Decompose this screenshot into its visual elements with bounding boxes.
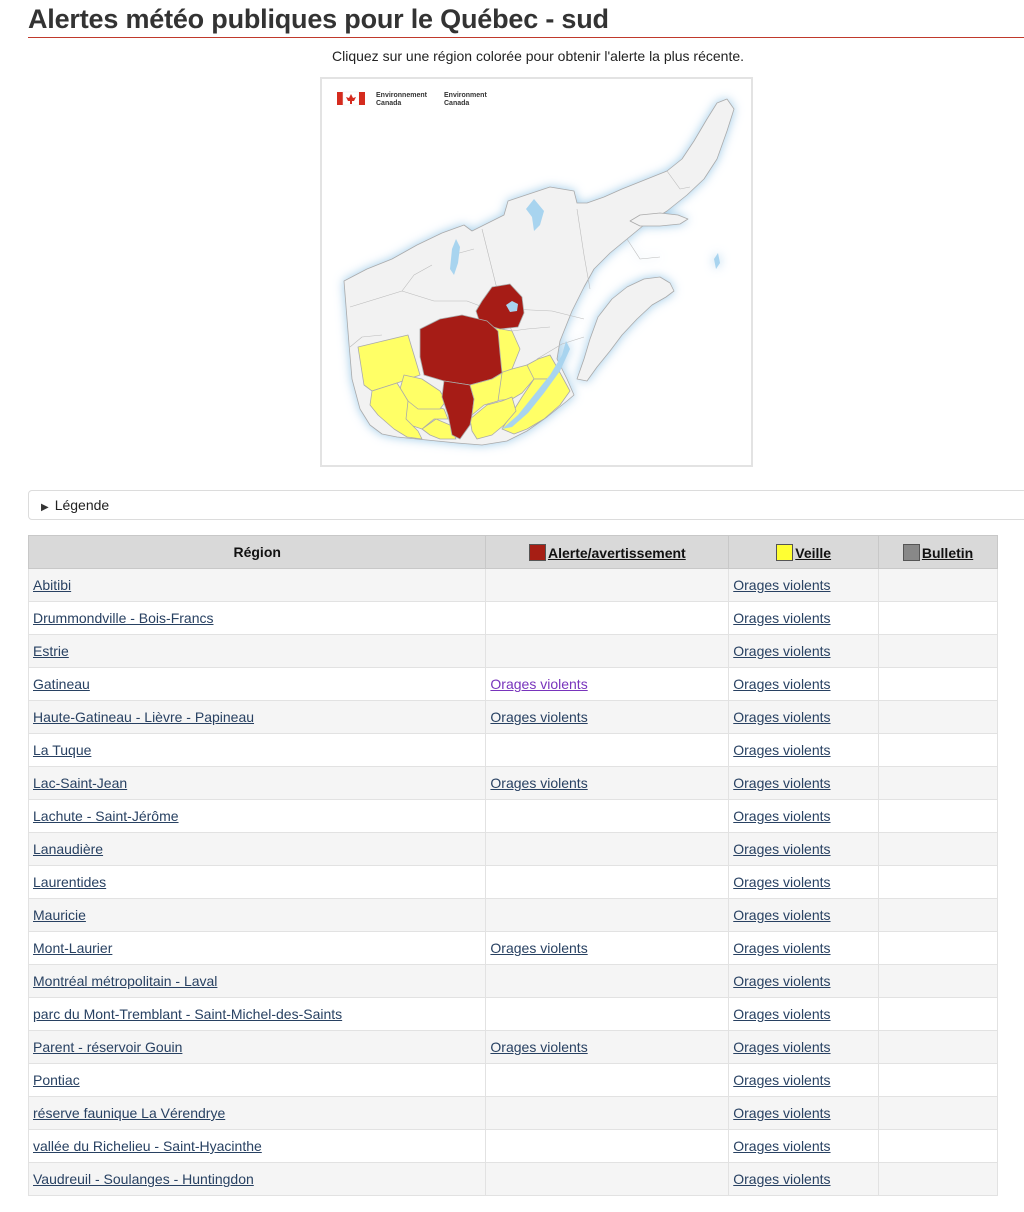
- table-row: [29, 965, 998, 998]
- warning-link[interactable]: Orages violents: [490, 940, 588, 956]
- table-row: [29, 569, 998, 602]
- logo-text-en-1: Environment: [444, 92, 487, 99]
- table-header-row: [29, 536, 998, 569]
- page-title: Alertes météo publiques pour le Québec - sud: [28, 4, 1024, 38]
- logo-text-en-2: Canada: [444, 100, 470, 107]
- region-cell: [29, 635, 486, 668]
- bulletin-cell: [879, 734, 998, 767]
- bulletin-cell: [879, 701, 998, 734]
- watch-cell: [729, 1031, 879, 1064]
- region-cell: [29, 800, 486, 833]
- warning-link[interactable]: Orages violents: [490, 709, 588, 725]
- watch-cell: [729, 965, 879, 998]
- map-lake-magog: [714, 253, 720, 269]
- region-link[interactable]: Vaudreuil - Soulanges - Huntingdon: [33, 1171, 254, 1187]
- watch-cell: [729, 833, 879, 866]
- table-row: [29, 899, 998, 932]
- watch-link[interactable]: Orages violents: [733, 907, 831, 923]
- bulletin-swatch: [903, 544, 920, 561]
- environment-canada-logo: [337, 92, 487, 107]
- watch-link[interactable]: Orages violents: [733, 1072, 831, 1088]
- watch-cell: [729, 1064, 879, 1097]
- region-cell: [29, 767, 486, 800]
- warning-cell: [486, 701, 729, 734]
- bulletin-cell: [879, 800, 998, 833]
- region-link[interactable]: Abitibi: [33, 577, 72, 593]
- legend-toggle[interactable]: [28, 490, 1024, 520]
- bulletin-cell: [879, 1130, 998, 1163]
- watch-link[interactable]: Orages violents: [733, 940, 831, 956]
- region-link[interactable]: Parent - réservoir Gouin: [33, 1039, 183, 1055]
- region-link[interactable]: Drummondville - Bois-Francs: [33, 610, 214, 626]
- header-bulletin: [879, 536, 998, 569]
- warning-cell: [486, 833, 729, 866]
- table-row: [29, 800, 998, 833]
- watch-cell: [729, 1097, 879, 1130]
- region-cell: [29, 833, 486, 866]
- watch-link[interactable]: Orages violents: [733, 610, 831, 626]
- region-cell: [29, 1031, 486, 1064]
- watch-cell: [729, 998, 879, 1031]
- region-cell: [29, 1064, 486, 1097]
- region-link[interactable]: La Tuque: [33, 742, 92, 758]
- table-row: [29, 932, 998, 965]
- region-link[interactable]: Laurentides: [33, 874, 107, 890]
- watch-link[interactable]: Orages violents: [733, 676, 831, 692]
- warning-cell: [486, 635, 729, 668]
- watch-link[interactable]: Orages violents: [733, 577, 831, 593]
- region-link[interactable]: Pontiac: [33, 1072, 80, 1088]
- region-cell: [29, 932, 486, 965]
- watch-link[interactable]: Orages violents: [733, 973, 831, 989]
- bulletin-cell: [879, 569, 998, 602]
- map-region-parent-gouin[interactable]: [420, 315, 502, 385]
- watch-link[interactable]: Orages violents: [733, 1138, 831, 1154]
- bulletin-cell: [879, 668, 998, 701]
- watch-cell: [729, 602, 879, 635]
- watch-cell: [729, 569, 879, 602]
- warning-link[interactable]: Orages violents: [490, 775, 588, 791]
- table-row: [29, 668, 998, 701]
- watch-cell: [729, 734, 879, 767]
- warning-link[interactable]: Orages violents: [490, 1039, 588, 1055]
- warning-link[interactable]: Orages violents: [490, 676, 588, 692]
- table-row: [29, 767, 998, 800]
- watch-link[interactable]: Orages violents: [733, 1039, 831, 1055]
- watch-cell: [729, 635, 879, 668]
- region-link[interactable]: Mauricie: [33, 907, 86, 923]
- bulletin-cell: [879, 1097, 998, 1130]
- region-cell: [29, 569, 486, 602]
- watch-cell: [729, 932, 879, 965]
- warning-cell: [486, 1031, 729, 1064]
- region-link[interactable]: vallée du Richelieu - Saint-Hyacinthe: [33, 1138, 262, 1154]
- warning-cell: [486, 602, 729, 635]
- table-row: [29, 1130, 998, 1163]
- table-row: [29, 833, 998, 866]
- bulletin-cell: [879, 1163, 998, 1196]
- table-row: [29, 701, 998, 734]
- table-row: [29, 866, 998, 899]
- region-link[interactable]: Estrie: [33, 643, 69, 659]
- region-cell: [29, 1130, 486, 1163]
- region-link[interactable]: Lanaudière: [33, 841, 104, 857]
- page-instructions: Cliquez sur une région colorée pour obtenir l'alerte la plus récente.: [331, 48, 745, 64]
- bulletin-cell: [879, 635, 998, 668]
- region-link[interactable]: Montréal métropolitain - Laval: [33, 973, 218, 989]
- region-cell: [29, 1163, 486, 1196]
- bulletin-cell: [879, 602, 998, 635]
- region-cell: [29, 701, 486, 734]
- bulletin-cell: [879, 998, 998, 1031]
- header-watch: [729, 536, 879, 569]
- bulletin-cell: [879, 899, 998, 932]
- warning-cell: [486, 1130, 729, 1163]
- bulletin-cell: [879, 932, 998, 965]
- quebec-map-svg: [322, 79, 751, 465]
- region-cell: [29, 899, 486, 932]
- watch-cell: [729, 866, 879, 899]
- expand-triangle-icon: ▶: [41, 502, 49, 513]
- warning-cell: [486, 800, 729, 833]
- watch-cell: [729, 767, 879, 800]
- region-cell: [29, 734, 486, 767]
- table-row: [29, 734, 998, 767]
- warning-cell: [486, 569, 729, 602]
- warning-cell: [486, 932, 729, 965]
- region-link[interactable]: Lac-Saint-Jean: [33, 775, 128, 791]
- table-row: [29, 1064, 998, 1097]
- watch-cell: [729, 800, 879, 833]
- table-row: [29, 998, 998, 1031]
- warning-cell: [486, 998, 729, 1031]
- watch-link[interactable]: Orages violents: [733, 841, 831, 857]
- alerts-table-body: [29, 569, 998, 1196]
- bulletin-cell: [879, 767, 998, 800]
- watch-link[interactable]: Orages violents: [733, 874, 831, 890]
- header-warning: [486, 536, 729, 569]
- table-row: [29, 1163, 998, 1196]
- watch-link[interactable]: Orages violents: [733, 1006, 831, 1022]
- watch-cell: [729, 1130, 879, 1163]
- watch-cell: [729, 899, 879, 932]
- watch-link[interactable]: Orages violents: [733, 1105, 831, 1121]
- bulletin-cell: [879, 1031, 998, 1064]
- watch-cell: [729, 668, 879, 701]
- warning-cell: [486, 1097, 729, 1130]
- bulletin-cell: [879, 833, 998, 866]
- region-cell: [29, 602, 486, 635]
- region-cell: [29, 866, 486, 899]
- region-cell: [29, 1097, 486, 1130]
- bulletin-cell: [879, 1064, 998, 1097]
- header-warning-link[interactable]: Alerte/avertissement: [547, 544, 686, 561]
- bulletin-cell: [879, 866, 998, 899]
- watch-link[interactable]: Orages violents: [733, 742, 831, 758]
- watch-swatch: [776, 544, 793, 561]
- warning-cell: [486, 866, 729, 899]
- region-cell: [29, 965, 486, 998]
- bulletin-cell: [879, 965, 998, 998]
- alerts-table: [28, 535, 998, 1196]
- logo-text-fr-1: Environnement: [376, 92, 427, 99]
- header-bulletin-link[interactable]: Bulletin: [921, 544, 974, 561]
- table-row: [29, 1031, 998, 1064]
- watch-link[interactable]: Orages violents: [733, 808, 831, 824]
- watch-link[interactable]: Orages violents: [733, 643, 831, 659]
- watch-link[interactable]: Orages violents: [733, 1171, 831, 1187]
- watch-link[interactable]: Orages violents: [733, 775, 831, 791]
- warning-cell: [486, 668, 729, 701]
- region-link[interactable]: Gatineau: [33, 676, 90, 692]
- region-link[interactable]: réserve faunique La Vérendrye: [33, 1105, 226, 1121]
- header-watch-link[interactable]: Veille: [795, 544, 832, 561]
- warning-cell: [486, 767, 729, 800]
- table-row: [29, 602, 998, 635]
- watch-link[interactable]: Orages violents: [733, 709, 831, 725]
- region-link[interactable]: Haute-Gatineau - Lièvre - Papineau: [33, 709, 255, 725]
- legend-label: Légende: [54, 497, 110, 513]
- warning-cell: [486, 734, 729, 767]
- warning-cell: [486, 965, 729, 998]
- alert-map: [320, 77, 753, 467]
- region-cell: [29, 998, 486, 1031]
- warning-cell: [486, 1064, 729, 1097]
- watch-cell: [729, 701, 879, 734]
- logo-text-fr-2: Canada: [376, 100, 402, 107]
- warning-cell: [486, 1163, 729, 1196]
- warning-swatch: [529, 544, 546, 561]
- region-cell: [29, 668, 486, 701]
- warning-cell: [486, 899, 729, 932]
- table-row: [29, 635, 998, 668]
- watch-cell: [729, 1163, 879, 1196]
- map-region-gaspesie[interactable]: [577, 277, 674, 381]
- region-link[interactable]: Mont-Laurier: [33, 940, 113, 956]
- header-region: Région: [29, 536, 486, 569]
- region-link[interactable]: parc du Mont-Tremblant - Saint-Michel-des-Saints: [33, 1006, 343, 1022]
- region-link[interactable]: Lachute - Saint-Jérôme: [33, 808, 179, 824]
- table-row: [29, 1097, 998, 1130]
